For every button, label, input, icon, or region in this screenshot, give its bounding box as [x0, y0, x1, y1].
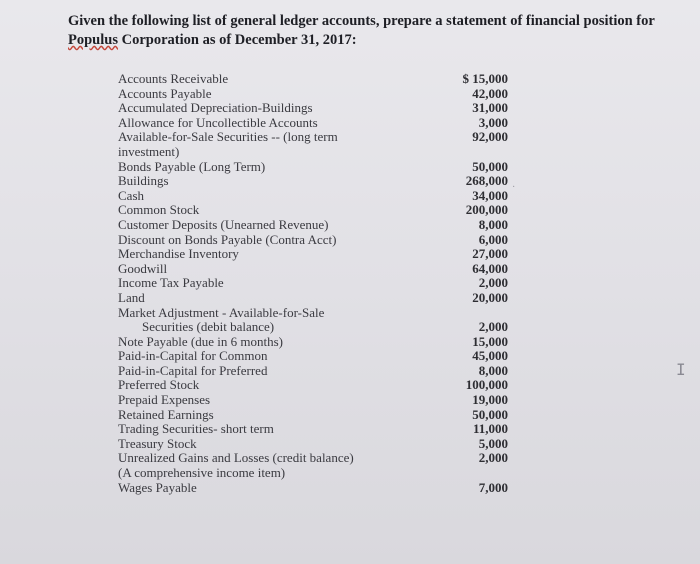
account-row	[118, 218, 508, 233]
account-name: Discount on Bonds Payable (Contra Acct)	[118, 231, 337, 247]
account-row	[118, 262, 508, 277]
account-name: Paid-in-Capital for Common	[118, 348, 268, 364]
account-row	[118, 233, 508, 248]
account-name: Trading Securities- short term	[118, 421, 274, 437]
account-amount: 15,000	[472, 333, 508, 349]
account-row	[118, 320, 508, 335]
account-name: Securities (debit balance)	[142, 319, 275, 335]
account-amount: 2,000	[478, 450, 508, 466]
account-row	[118, 145, 508, 160]
dot-mark: ·	[512, 182, 516, 193]
account-amount: 5,000	[478, 435, 508, 451]
account-row	[118, 276, 508, 291]
account-amount: 8,000	[478, 216, 508, 232]
account-row	[118, 130, 508, 145]
account-row	[118, 174, 508, 189]
account-name: Bonds Payable (Long Term)	[118, 158, 266, 174]
account-row	[118, 189, 508, 204]
account-amount: 45,000	[472, 348, 508, 364]
account-row	[118, 466, 508, 481]
account-row	[118, 101, 508, 116]
account-name: Accounts Payable	[118, 85, 212, 101]
account-name: Prepaid Expenses	[118, 392, 211, 408]
account-row	[118, 203, 508, 218]
account-amount: 19,000	[472, 392, 508, 408]
account-row	[118, 437, 508, 452]
company-name: Populus	[68, 32, 118, 48]
account-name: Goodwill	[118, 260, 168, 276]
account-amount: 7,000	[478, 479, 508, 495]
account-name: Land	[118, 289, 145, 305]
account-amount: 6,000	[478, 231, 508, 247]
heading-line2: Corporation as of December 31, 2017:	[117, 32, 357, 48]
account-amount: 50,000	[472, 406, 508, 422]
text-cursor-icon: I	[676, 360, 686, 379]
account-name: Retained Earnings	[118, 406, 214, 422]
account-name: Unrealized Gains and Losses (credit balance)	[118, 450, 354, 466]
account-row	[118, 408, 508, 423]
account-amount: 27,000	[472, 246, 508, 262]
account-name: Note Payable (due in 6 months)	[118, 333, 283, 349]
account-name: Income Tax Payable	[118, 275, 224, 291]
question-heading	[68, 12, 668, 50]
account-amount: 2,000	[478, 275, 508, 291]
account-name: Market Adjustment - Available-for-Sale	[118, 304, 325, 320]
account-amount: 42,000	[472, 85, 508, 101]
account-name: Cash	[118, 187, 144, 203]
account-amount: 20,000	[472, 289, 508, 305]
account-row	[118, 247, 508, 262]
account-name: Accounts Receivable	[118, 71, 229, 86]
account-amount: 268,000	[465, 173, 508, 189]
account-row	[118, 306, 508, 321]
account-amount: 64,000	[472, 260, 508, 276]
account-name: Wages Payable	[118, 479, 197, 495]
account-row	[118, 393, 508, 408]
account-row	[118, 72, 508, 87]
account-row	[118, 364, 508, 379]
account-amount: 34,000	[472, 187, 508, 203]
account-amount: 100,000	[465, 377, 508, 393]
account-amount: $ 15,000	[462, 71, 508, 86]
account-name: Accumulated Depreciation-Buildings	[118, 100, 313, 116]
account-amount: 50,000	[472, 158, 508, 174]
account-name: Paid-in-Capital for Preferred	[118, 362, 268, 378]
account-row	[118, 378, 508, 393]
account-name: Allowance for Uncollectible Accounts	[118, 114, 318, 130]
account-row	[118, 422, 508, 437]
account-row	[118, 451, 508, 466]
account-row	[118, 291, 508, 306]
account-amount: 11,000	[472, 421, 508, 437]
account-name: investment)	[118, 143, 180, 159]
ledger-account-list	[118, 72, 508, 495]
account-row	[118, 335, 508, 350]
account-amount: 200,000	[465, 202, 508, 218]
account-name: Buildings	[118, 173, 169, 189]
account-row	[118, 116, 508, 131]
account-name: Treasury Stock	[118, 435, 197, 451]
heading-line1: Given the following list of general ledger accounts, prepare a statement of financial position for	[68, 13, 655, 29]
account-amount: 31,000	[472, 100, 508, 116]
account-name: Available-for-Sale Securities -- (long term	[118, 129, 338, 145]
account-name: Merchandise Inventory	[118, 246, 239, 262]
account-name: Common Stock	[118, 202, 200, 218]
account-amount: 92,000	[472, 129, 508, 145]
account-row	[118, 87, 508, 102]
account-amount: 3,000	[478, 114, 508, 130]
account-amount: 2,000	[478, 319, 508, 335]
account-name: Customer Deposits (Unearned Revenue)	[118, 216, 329, 232]
account-row	[118, 349, 508, 364]
account-name: (A comprehensive income item)	[118, 465, 286, 481]
account-name: Preferred Stock	[118, 377, 200, 393]
account-amount: 8,000	[478, 362, 508, 378]
account-row	[118, 160, 508, 175]
account-row	[118, 481, 508, 496]
